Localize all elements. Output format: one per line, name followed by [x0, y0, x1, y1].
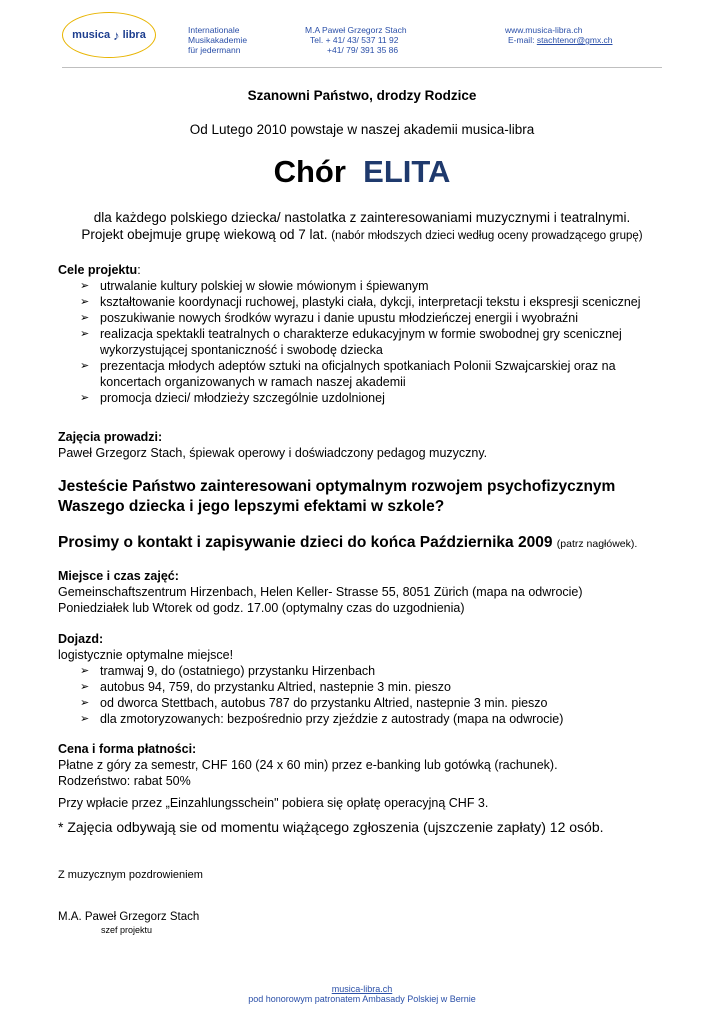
- goals-list: [58, 278, 641, 406]
- place-address: Gemeinschaftszentrum Hirzenbach, Helen Keller- Strasse 55, 8051 Zürich (mapa na odwrocie): [58, 585, 583, 599]
- header-line: für jedermann: [188, 45, 241, 55]
- price-label: Cena i forma płatności:: [58, 742, 197, 756]
- list-item: ➢ promocja dzieci/ młodzieży szczególnie uzdolnionej: [80, 391, 385, 405]
- arrow-bullet-icon: ➢: [80, 681, 90, 693]
- arrow-bullet-icon: ➢: [80, 392, 90, 404]
- list-item: ➢ tramwaj 9, do (ostatniego) przystanku Hirzenbach: [80, 664, 376, 678]
- goals-section: [58, 262, 641, 406]
- arrow-bullet-icon: ➢: [80, 697, 90, 709]
- header-director-name: M.A Paweł Grzegorz Stach: [305, 25, 407, 35]
- email-line: [505, 35, 613, 45]
- title-elita: ELITA: [363, 154, 451, 189]
- header-line: Internationale: [188, 25, 240, 35]
- arrow-bullet-icon: ➢: [80, 280, 90, 292]
- goals-label: Cele projektu: [58, 263, 138, 277]
- header-academy-info: [188, 25, 247, 55]
- arrow-bullet-icon: ➢: [80, 328, 90, 340]
- footer-site-link[interactable]: musica-libra.ch: [331, 984, 393, 994]
- arrow-bullet-icon: ➢: [80, 713, 90, 725]
- closing-regards: Z muzycznym pozdrowieniem: [58, 869, 203, 881]
- travel-section: [58, 631, 563, 727]
- age-group-note: (nabór młodszych dzieci według oceny prowadzącego grupę): [331, 230, 643, 242]
- email-link[interactable]: stachtenor@gmx.ch: [536, 35, 613, 45]
- arrow-bullet-icon: ➢: [80, 665, 90, 677]
- logo-text-libra: libra: [122, 29, 146, 41]
- list-item: ➢ poszukiwanie nowych środków wyrazu i danie upustu młodzieńczej energii i wyobraźni: [80, 311, 579, 325]
- intro-line: Od Lutego 2010 powstaje w naszej akademii musica-libra: [189, 122, 535, 137]
- list-item: ➢ autobus 94, 759, do przystanku Altried, nastepnie 3 min. pieszo: [80, 680, 451, 694]
- email-label: E-mail:: [508, 35, 537, 45]
- subtitle-line-2: [0, 227, 724, 242]
- footer: [0, 984, 724, 1004]
- greeting: Szanowni Państwo, drodzy Rodzice: [247, 88, 477, 103]
- teacher-section: [58, 429, 487, 461]
- header-web-info: [505, 25, 613, 45]
- goals-colon: :: [137, 263, 141, 277]
- musica-libra-logo: [62, 12, 156, 58]
- age-group-text: Projekt obejmuje grupę wiekową od 7 lat.: [81, 227, 332, 242]
- payment-fee-note: Przy wpłacie przez „Einzahlungsschein" pobiera się opłatę operacyjną CHF 3.: [58, 796, 489, 810]
- header-phone-1: Tel. + 41/ 43/ 537 11 92: [310, 35, 399, 45]
- footer-patronage: pod honorowym patronatem Ambasady Polskiej w Bernie: [248, 994, 476, 1004]
- header-contact-info: [305, 25, 407, 55]
- music-note-icon: ♪: [113, 27, 120, 43]
- arrow-bullet-icon: ➢: [80, 360, 90, 372]
- price-amount: Płatne z góry za semestr, CHF 160 (24 x 60 min) przez e-banking lub gotówką (rachunek).: [58, 758, 558, 772]
- subtitle-line-1: dla każdego polskiego dziecka/ nastolatka z zainteresowaniami muzycznymi i teatralnymi.: [93, 210, 631, 225]
- list-item: ➢ od dworca Stettbach, autobus 787 do przystanku Altried, nastepnie 3 min. pieszo: [80, 696, 548, 710]
- teacher-text: Paweł Grzegorz Stach, śpiewak operowy i doświadczony pedagog muzyczny.: [58, 446, 488, 460]
- header-divider: [62, 67, 662, 68]
- header-line: Musikakademie: [188, 35, 248, 45]
- contact-note: (patrz nagłówek).: [556, 538, 638, 550]
- teacher-label: Zajęcia prowadzi:: [58, 430, 163, 444]
- travel-intro: logistycznie optymalne miejsce!: [58, 648, 234, 662]
- place-time: Poniedziałek lub Wtorek od godz. 17.00 (optymalny czas do uzgodnienia): [58, 601, 465, 615]
- list-item: ➢ utrwalanie kultury polskiej w słowie mówionym i śpiewanym: [80, 279, 429, 293]
- website-link[interactable]: www.musica-libra.ch: [505, 25, 583, 35]
- signature-role: szef projektu: [101, 925, 153, 935]
- place-label: Miejsce i czas zajęć:: [58, 569, 179, 583]
- page-title: [0, 154, 724, 190]
- arrow-bullet-icon: ➢: [80, 312, 90, 324]
- contact-text: Prosimy o kontakt i zapisywanie dzieci do końca Października 2009: [58, 534, 557, 551]
- travel-label: Dojazd:: [58, 632, 104, 646]
- header-phone-2: +41/ 79/ 391 35 86: [327, 45, 399, 55]
- list-item: ➢ prezentacja młodych adeptów sztuki na oficjalnych spotkaniach Polonii Szwajcarskiej oraz na koncertach organizowanych w ramach naszej akademii: [80, 359, 616, 389]
- list-item: ➢ kształtowanie koordynacji ruchowej, plastyki ciała, dykcji, interpretacji tekstu i ekspresji scenicznej: [80, 295, 641, 309]
- place-section: [58, 568, 583, 616]
- logo-text-musica: musica: [72, 29, 111, 41]
- list-item: ➢ dla zmotoryzowanych: bezpośrednio przy zjeździe z autostrady (mapa na odwrocie): [80, 712, 564, 726]
- contact-heading: [58, 533, 637, 554]
- signature-name: M.A. Paweł Grzegorz Stach: [58, 911, 200, 923]
- question-heading: Jesteście Państwo zainteresowani optymalnym rozwojem psychofizycznym Waszego dziecka i jego lepszymi efektami w szkole?: [58, 478, 616, 515]
- arrow-bullet-icon: ➢: [80, 296, 90, 308]
- group-size-note: * Zajęcia odbywają sie od momentu wiążącego zgłoszenia (ujszczenie zapłaty) 12 osób.: [58, 819, 604, 835]
- sibling-discount: Rodzeństwo: rabat 50%: [58, 774, 191, 788]
- list-item: ➢ realizacja spektakli teatralnych o charakterze edukacyjnym w formie swobodnej gry scenicznej wykorzystującej spontaniczność i swobodę dziecka: [80, 327, 622, 357]
- title-choir: Chór: [273, 154, 346, 189]
- price-section: [58, 741, 558, 789]
- travel-list: [58, 663, 563, 727]
- goals-heading: [58, 262, 641, 278]
